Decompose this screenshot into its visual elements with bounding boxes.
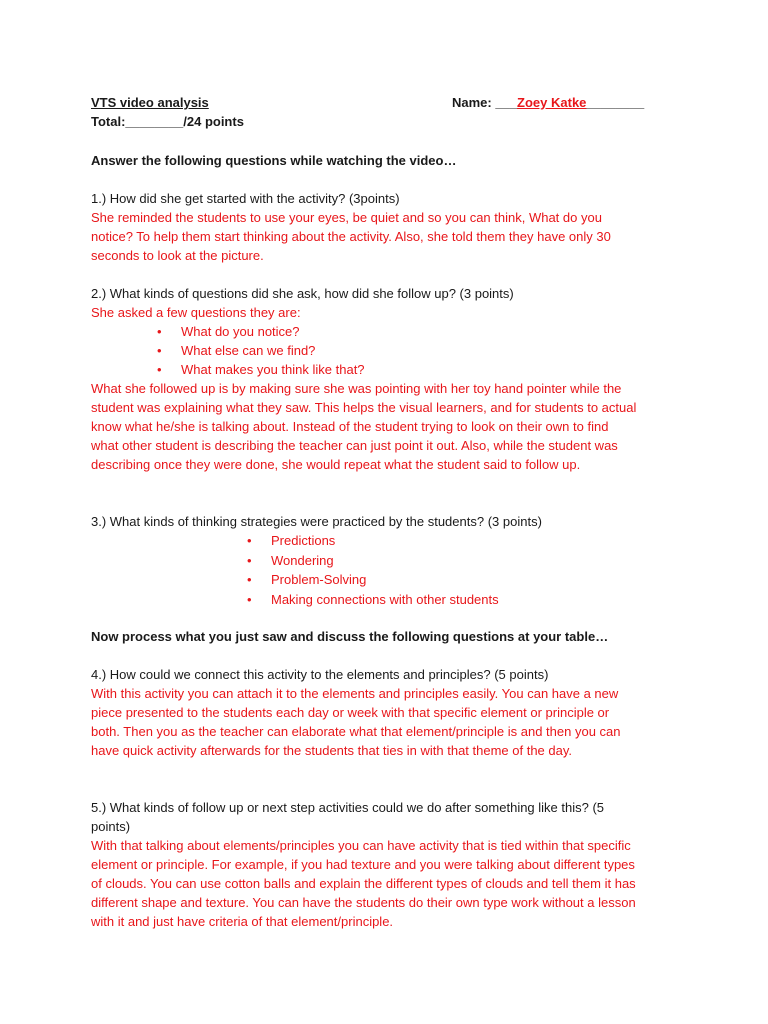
answer-2-intro: She asked a few questions they are: bbox=[91, 305, 301, 320]
answer-2-line: What she followed up is by making sure she was pointing with her toy hand pointer while the bbox=[91, 381, 622, 396]
process-heading: Now process what you just saw and discuss the following questions at your table… bbox=[91, 629, 609, 644]
total-points: Total:________/24 points bbox=[91, 114, 244, 129]
document-title: VTS video analysis bbox=[91, 95, 209, 110]
bullet-icon: • bbox=[157, 343, 162, 358]
bullet-icon: • bbox=[247, 533, 252, 548]
intro-instruction: Answer the following questions while watching the video… bbox=[91, 153, 457, 168]
question-4: 4.) How could we connect this activity to the elements and principles? (5 points) bbox=[91, 667, 549, 682]
question-2: 2.) What kinds of questions did she ask, how did she follow up? (3 points) bbox=[91, 286, 514, 301]
answer-4-line: both. Then you as the teacher can elaborate what that element/principle is and then you can bbox=[91, 724, 621, 739]
answer-5-line: with it and just have criteria of that element/principle. bbox=[91, 914, 394, 929]
name-value: Zoey Katke bbox=[517, 95, 587, 110]
bullet-icon: • bbox=[247, 572, 252, 587]
answer-2-line: know what he/she is talking about. Instead of the student trying to look on their own to find bbox=[91, 419, 609, 434]
bullet-icon: • bbox=[157, 324, 162, 339]
question-3: 3.) What kinds of thinking strategies were practiced by the students? (3 points) bbox=[91, 514, 542, 529]
name-trailing: ________ bbox=[586, 95, 645, 110]
answer-4-line: have quick activity afterwards for the students that ties in with that theme of the day. bbox=[91, 743, 573, 758]
answer-4-line: piece presented to the students each day or week with that specific element or principle or bbox=[91, 705, 610, 720]
answer-5-line: With that talking about elements/principles you can have activity that is tied within that specific bbox=[91, 838, 631, 853]
question-5-cont: points) bbox=[91, 819, 131, 834]
answer-2-line: what other student is describing the teacher can just point it out. Also, while the student was bbox=[91, 438, 618, 453]
question-5: 5.) What kinds of follow up or next step activities could we do after something like this? (5 bbox=[91, 800, 605, 815]
answer-5-line: element or principle. For example, if you had texture and you were talking about different types bbox=[91, 857, 635, 872]
bullet-icon: • bbox=[157, 362, 162, 377]
answer-5-line: different shape and texture. You can have the students do their own type work without a lesson bbox=[91, 895, 636, 910]
answer-2-line: student was explaining what they saw. This helps the visual learners, and for students to actual bbox=[91, 400, 637, 415]
answer-1-line: seconds to look at the picture. bbox=[91, 248, 264, 263]
bullet-icon: • bbox=[247, 592, 252, 607]
document-page: VTS video analysis Name: ___Zoey Katke________ Total:________/24 points Answer the following questions while watching the video… 1.) How did she get started with the activity? (3points) She reminded the students to use your eyes, be quiet and so you can think, What do you notice? To help them start thinking about the activity. Also, she told them they have only 30 seconds to look at the picture. 2.) What kinds of questions did she ask, how did she follow up? (3 points) She asked a few questions they are: • What do you notice? • What else can we find? • What makes you think like that? What she followed up is by making sure she was pointing with her toy hand pointer while the student was explaining what they saw. This helps the visual learners, and for students to actual know what he/she is talking about. Instead of the student trying to look on their own to find what other student is describing the teacher can just point it out. Also, while the student was describing once they were done, she would repeat what the student said to follow up. 3.) What kinds of thinking strategies were practiced by the students? (3 points) • Predictions • Wondering • Problem-Solving • Making connections with other students Now process what you just saw and discuss the following questions at your table… 4.) How could we connect this activity to the elements and principles? (5 points) With this activity you can attach it to the elements and principles easily. You can have a new piece presented to the students each day or week with that specific element or principle or both. Then you as the teacher can elaborate what that element/principle is and then you can have quick activity afterwards for the students that ties in with that theme of the day. 5.) What kinds of follow up or next step activities could we do after something like this? (5 points) With that talking about elements/principles you can have activity that is tied within that specific element or principle. For example, if you had texture and you were talking about different types of clouds. You can use cotton balls and explain the different types of clouds and tell them it has different shape and texture. You can have the students do their own type work without a lesson with it and just have criteria of that element/principle. bbox=[91, 95, 645, 929]
name-field bbox=[452, 93, 644, 112]
answer-5-line: of clouds. You can use cotton balls and explain the different types of clouds and tell them it has bbox=[91, 876, 636, 891]
answer-1-line: notice? To help them start thinking about the activity. Also, she told them they have only 30 bbox=[91, 229, 611, 244]
bullet-icon: • bbox=[247, 553, 252, 568]
answer-1-line: She reminded the students to use your eyes, be quiet and so you can think, What do you bbox=[91, 210, 602, 225]
answer-2-line: describing once they were done, she would repeat what the student said to follow up. bbox=[91, 457, 581, 472]
question-1: 1.) How did she get started with the activity? (3points) bbox=[91, 191, 400, 206]
name-label: Name: ___ bbox=[452, 95, 518, 110]
answer-4-line: With this activity you can attach it to the elements and principles easily. You can have a new bbox=[91, 686, 619, 701]
